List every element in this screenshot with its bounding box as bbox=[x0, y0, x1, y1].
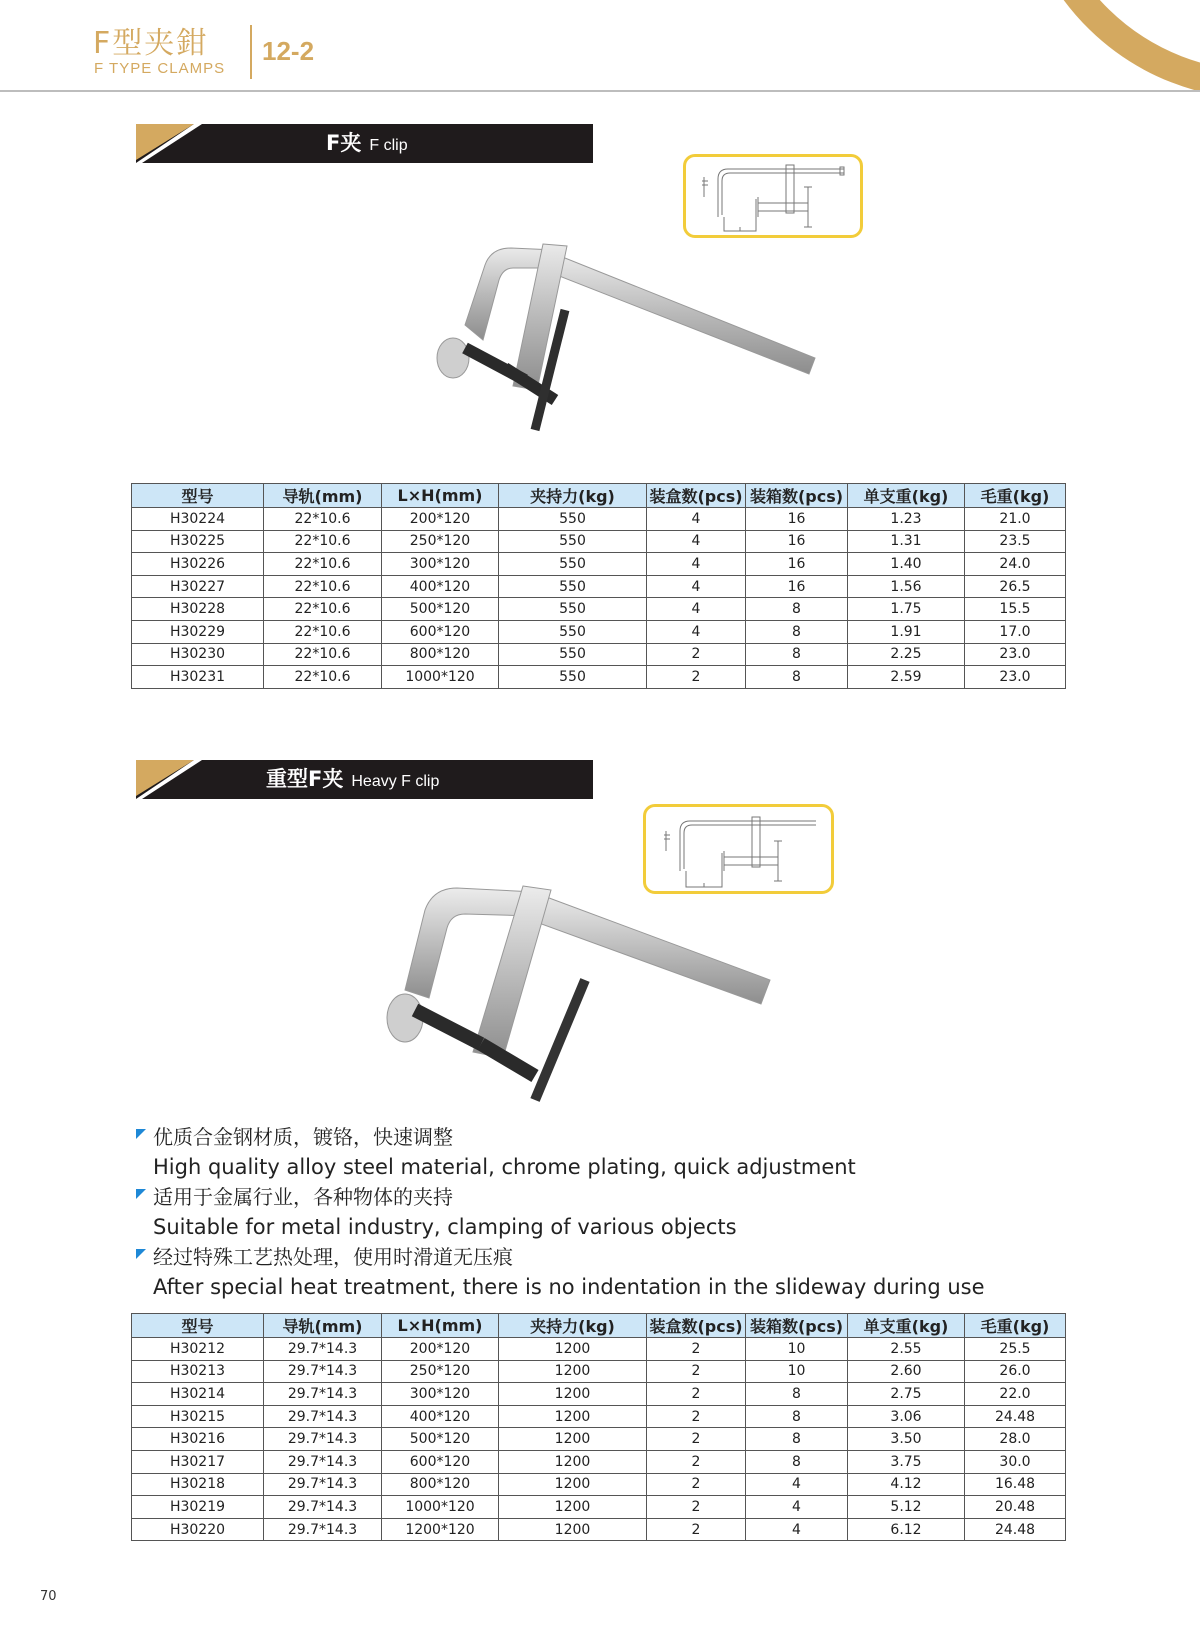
cell-model: H30229 bbox=[132, 620, 264, 643]
table-header-row bbox=[132, 1314, 1066, 1338]
table-row bbox=[132, 575, 1066, 598]
col-header-rail: 导轨(mm) bbox=[264, 1314, 382, 1338]
cell-box-qty: 4 bbox=[647, 508, 746, 531]
cell-gross-weight: 24.48 bbox=[965, 1405, 1066, 1428]
cell-box-qty: 2 bbox=[647, 1450, 746, 1473]
cell-box-qty: 2 bbox=[647, 1518, 746, 1541]
cell-unit-weight: 2.59 bbox=[848, 666, 965, 689]
cell-model: H30220 bbox=[132, 1518, 264, 1541]
cell-model: H30225 bbox=[132, 530, 264, 553]
cell-rail: 29.7*14.3 bbox=[264, 1518, 382, 1541]
cell-size: 1200*120 bbox=[382, 1518, 499, 1541]
cell-unit-weight: 5.12 bbox=[848, 1496, 965, 1519]
cell-carton-qty: 4 bbox=[746, 1496, 848, 1519]
cell-size: 800*120 bbox=[382, 1473, 499, 1496]
col-header-clamp-force: 夹持力(kg) bbox=[499, 484, 647, 508]
table-row bbox=[132, 598, 1066, 621]
banner-title-en: Heavy F clip bbox=[351, 773, 440, 790]
cell-rail: 29.7*14.3 bbox=[264, 1496, 382, 1519]
cell-carton-qty: 8 bbox=[746, 643, 848, 666]
table-row bbox=[132, 1405, 1066, 1428]
cell-unit-weight: 2.75 bbox=[848, 1383, 965, 1406]
cell-carton-qty: 8 bbox=[746, 1428, 848, 1451]
table-row bbox=[132, 1360, 1066, 1383]
cell-unit-weight: 2.25 bbox=[848, 643, 965, 666]
cell-clamp-force: 550 bbox=[499, 643, 647, 666]
heavy-f-clamp-illustration bbox=[385, 880, 835, 1105]
feature-en: High quality alloy steel material, chrome plating, quick adjustment bbox=[153, 1155, 856, 1179]
header-divider bbox=[0, 90, 1200, 92]
table-row bbox=[132, 1518, 1066, 1541]
feature-cn: 适用于金属行业，各种物体的夹持 bbox=[153, 1185, 453, 1209]
banner-title-cn: 重型F夹 bbox=[266, 767, 344, 791]
cell-unit-weight: 3.75 bbox=[848, 1450, 965, 1473]
cell-rail: 29.7*14.3 bbox=[264, 1450, 382, 1473]
cell-gross-weight: 26.0 bbox=[965, 1360, 1066, 1383]
col-header-box-qty: 装盒数(pcs) bbox=[647, 1314, 746, 1338]
cell-gross-weight: 20.48 bbox=[965, 1496, 1066, 1519]
cell-clamp-force: 550 bbox=[499, 508, 647, 531]
cell-size: 400*120 bbox=[382, 575, 499, 598]
col-header-clamp-force: 夹持力(kg) bbox=[499, 1314, 647, 1338]
cell-size: 250*120 bbox=[382, 1360, 499, 1383]
cell-gross-weight: 17.0 bbox=[965, 620, 1066, 643]
cell-carton-qty: 4 bbox=[746, 1473, 848, 1496]
feature-cn: 优质合金钢材质，镀铬，快速调整 bbox=[153, 1125, 453, 1149]
product-photo-f-clip bbox=[425, 240, 865, 435]
cell-size: 1000*120 bbox=[382, 1496, 499, 1519]
col-header-box-qty: 装盒数(pcs) bbox=[647, 484, 746, 508]
cell-carton-qty: 16 bbox=[746, 575, 848, 598]
cell-carton-qty: 8 bbox=[746, 666, 848, 689]
cell-box-qty: 2 bbox=[647, 1360, 746, 1383]
table-row bbox=[132, 1383, 1066, 1406]
cell-rail: 22*10.6 bbox=[264, 666, 382, 689]
cell-rail: 29.7*14.3 bbox=[264, 1428, 382, 1451]
cell-rail: 22*10.6 bbox=[264, 530, 382, 553]
dimension-diagram-f-clip bbox=[683, 154, 863, 238]
cell-box-qty: 2 bbox=[647, 1338, 746, 1361]
cell-unit-weight: 3.06 bbox=[848, 1405, 965, 1428]
cell-model: H30231 bbox=[132, 666, 264, 689]
cell-rail: 22*10.6 bbox=[264, 643, 382, 666]
product-photo-heavy-f-clip bbox=[385, 880, 835, 1105]
feature-item bbox=[136, 1182, 1036, 1242]
cell-rail: 22*10.6 bbox=[264, 598, 382, 621]
cell-box-qty: 2 bbox=[647, 1383, 746, 1406]
cell-carton-qty: 16 bbox=[746, 530, 848, 553]
cell-gross-weight: 25.5 bbox=[965, 1338, 1066, 1361]
feature-en: After special heat treatment, there is no indentation in the slideway during use bbox=[153, 1275, 985, 1299]
cell-box-qty: 4 bbox=[647, 530, 746, 553]
cell-gross-weight: 23.5 bbox=[965, 530, 1066, 553]
cell-carton-qty: 8 bbox=[746, 620, 848, 643]
cell-size: 300*120 bbox=[382, 1383, 499, 1406]
cell-gross-weight: 21.0 bbox=[965, 508, 1066, 531]
cell-rail: 22*10.6 bbox=[264, 620, 382, 643]
cell-unit-weight: 2.60 bbox=[848, 1360, 965, 1383]
col-header-unit-weight: 单支重(kg) bbox=[848, 484, 965, 508]
cell-size: 200*120 bbox=[382, 1338, 499, 1361]
bullet-triangle-icon bbox=[136, 1189, 146, 1199]
feature-en: Suitable for metal industry, clamping of various objects bbox=[153, 1215, 737, 1239]
cell-gross-weight: 16.48 bbox=[965, 1473, 1066, 1496]
clamp-diagram-icon bbox=[686, 157, 860, 235]
cell-size: 500*120 bbox=[382, 598, 499, 621]
bullet-triangle-icon bbox=[136, 1249, 146, 1259]
bullet-triangle-icon bbox=[136, 1129, 146, 1139]
feature-item bbox=[136, 1242, 1036, 1302]
col-header-gross-weight: 毛重(kg) bbox=[965, 484, 1066, 508]
cell-clamp-force: 550 bbox=[499, 553, 647, 576]
spec-table-f-clip bbox=[131, 483, 1066, 689]
page-title-cn: F型夹鉗 bbox=[93, 26, 209, 61]
section-banner-heavy-f-clip bbox=[136, 760, 593, 799]
cell-clamp-force: 1200 bbox=[499, 1518, 647, 1541]
cell-rail: 29.7*14.3 bbox=[264, 1405, 382, 1428]
cell-box-qty: 2 bbox=[647, 1405, 746, 1428]
cell-carton-qty: 8 bbox=[746, 1405, 848, 1428]
cell-unit-weight: 1.75 bbox=[848, 598, 965, 621]
decorative-gold-arc bbox=[1000, 0, 1200, 90]
cell-unit-weight: 1.23 bbox=[848, 508, 965, 531]
cell-rail: 29.7*14.3 bbox=[264, 1473, 382, 1496]
cell-model: H30214 bbox=[132, 1383, 264, 1406]
table-row bbox=[132, 666, 1066, 689]
cell-unit-weight: 1.40 bbox=[848, 553, 965, 576]
section-banner-f-clip bbox=[136, 124, 593, 163]
cell-size: 200*120 bbox=[382, 508, 499, 531]
cell-rail: 29.7*14.3 bbox=[264, 1383, 382, 1406]
feature-list bbox=[136, 1122, 1036, 1302]
cell-gross-weight: 30.0 bbox=[965, 1450, 1066, 1473]
banner-title-en: F clip bbox=[369, 137, 408, 154]
cell-rail: 22*10.6 bbox=[264, 553, 382, 576]
col-header-size: L×H(mm) bbox=[382, 484, 499, 508]
cell-box-qty: 2 bbox=[647, 1496, 746, 1519]
cell-rail: 29.7*14.3 bbox=[264, 1338, 382, 1361]
table-row bbox=[132, 620, 1066, 643]
table-row bbox=[132, 1428, 1066, 1451]
cell-unit-weight: 6.12 bbox=[848, 1518, 965, 1541]
cell-gross-weight: 22.0 bbox=[965, 1383, 1066, 1406]
title-divider bbox=[250, 25, 252, 79]
cell-carton-qty: 8 bbox=[746, 1383, 848, 1406]
cell-clamp-force: 550 bbox=[499, 530, 647, 553]
cell-size: 250*120 bbox=[382, 530, 499, 553]
table-row bbox=[132, 1450, 1066, 1473]
cell-model: H30216 bbox=[132, 1428, 264, 1451]
cell-gross-weight: 24.48 bbox=[965, 1518, 1066, 1541]
table-row bbox=[132, 643, 1066, 666]
cell-model: H30227 bbox=[132, 575, 264, 598]
cell-size: 600*120 bbox=[382, 1450, 499, 1473]
cell-unit-weight: 4.12 bbox=[848, 1473, 965, 1496]
cell-rail: 22*10.6 bbox=[264, 575, 382, 598]
cell-size: 800*120 bbox=[382, 643, 499, 666]
cell-box-qty: 2 bbox=[647, 643, 746, 666]
col-header-model: 型号 bbox=[132, 484, 264, 508]
table-header-row bbox=[132, 484, 1066, 508]
cell-model: H30213 bbox=[132, 1360, 264, 1383]
cell-model: H30230 bbox=[132, 643, 264, 666]
cell-model: H30219 bbox=[132, 1496, 264, 1519]
cell-size: 1000*120 bbox=[382, 666, 499, 689]
cell-model: H30228 bbox=[132, 598, 264, 621]
cell-box-qty: 4 bbox=[647, 598, 746, 621]
cell-clamp-force: 1200 bbox=[499, 1360, 647, 1383]
cell-model: H30218 bbox=[132, 1473, 264, 1496]
cell-size: 400*120 bbox=[382, 1405, 499, 1428]
col-header-size: L×H(mm) bbox=[382, 1314, 499, 1338]
feature-cn: 经过特殊工艺热处理，使用时滑道无压痕 bbox=[153, 1245, 513, 1269]
col-header-rail: 导轨(mm) bbox=[264, 484, 382, 508]
table-row bbox=[132, 530, 1066, 553]
cell-model: H30215 bbox=[132, 1405, 264, 1428]
cell-clamp-force: 1200 bbox=[499, 1428, 647, 1451]
col-header-model: 型号 bbox=[132, 1314, 264, 1338]
cell-gross-weight: 23.0 bbox=[965, 643, 1066, 666]
spec-table-heavy-f-clip bbox=[131, 1313, 1066, 1541]
cell-rail: 29.7*14.3 bbox=[264, 1360, 382, 1383]
cell-box-qty: 4 bbox=[647, 620, 746, 643]
cell-gross-weight: 26.5 bbox=[965, 575, 1066, 598]
cell-carton-qty: 4 bbox=[746, 1518, 848, 1541]
cell-model: H30217 bbox=[132, 1450, 264, 1473]
cell-gross-weight: 24.0 bbox=[965, 553, 1066, 576]
cell-size: 600*120 bbox=[382, 620, 499, 643]
cell-rail: 22*10.6 bbox=[264, 508, 382, 531]
col-header-carton-qty: 装箱数(pcs) bbox=[746, 484, 848, 508]
cell-carton-qty: 16 bbox=[746, 553, 848, 576]
cell-box-qty: 2 bbox=[647, 1428, 746, 1451]
cell-model: H30224 bbox=[132, 508, 264, 531]
cell-model: H30212 bbox=[132, 1338, 264, 1361]
cell-gross-weight: 15.5 bbox=[965, 598, 1066, 621]
table-row bbox=[132, 1473, 1066, 1496]
cell-carton-qty: 10 bbox=[746, 1360, 848, 1383]
table-row bbox=[132, 1338, 1066, 1361]
cell-gross-weight: 23.0 bbox=[965, 666, 1066, 689]
cell-clamp-force: 550 bbox=[499, 666, 647, 689]
cell-clamp-force: 1200 bbox=[499, 1473, 647, 1496]
f-clamp-illustration bbox=[425, 240, 865, 435]
cell-clamp-force: 1200 bbox=[499, 1405, 647, 1428]
cell-unit-weight: 3.50 bbox=[848, 1428, 965, 1451]
cell-carton-qty: 16 bbox=[746, 508, 848, 531]
cell-unit-weight: 1.91 bbox=[848, 620, 965, 643]
cell-clamp-force: 550 bbox=[499, 598, 647, 621]
col-header-gross-weight: 毛重(kg) bbox=[965, 1314, 1066, 1338]
cell-clamp-force: 1200 bbox=[499, 1338, 647, 1361]
page-title-en: F TYPE CLAMPS bbox=[94, 60, 226, 77]
page-number: 70 bbox=[40, 1589, 57, 1604]
clamp-diagram-icon bbox=[646, 807, 831, 891]
table-row bbox=[132, 1496, 1066, 1519]
cell-carton-qty: 8 bbox=[746, 598, 848, 621]
banner-title-cn: F夹 bbox=[326, 131, 362, 155]
col-header-unit-weight: 单支重(kg) bbox=[848, 1314, 965, 1338]
cell-gross-weight: 28.0 bbox=[965, 1428, 1066, 1451]
table-row bbox=[132, 508, 1066, 531]
col-header-carton-qty: 装箱数(pcs) bbox=[746, 1314, 848, 1338]
feature-item bbox=[136, 1122, 1036, 1182]
cell-carton-qty: 10 bbox=[746, 1338, 848, 1361]
cell-box-qty: 4 bbox=[647, 575, 746, 598]
cell-clamp-force: 550 bbox=[499, 620, 647, 643]
cell-size: 300*120 bbox=[382, 553, 499, 576]
cell-unit-weight: 2.55 bbox=[848, 1338, 965, 1361]
cell-box-qty: 4 bbox=[647, 553, 746, 576]
cell-clamp-force: 1200 bbox=[499, 1496, 647, 1519]
cell-model: H30226 bbox=[132, 553, 264, 576]
cell-box-qty: 2 bbox=[647, 1473, 746, 1496]
table-row bbox=[132, 553, 1066, 576]
cell-clamp-force: 1200 bbox=[499, 1450, 647, 1473]
cell-carton-qty: 8 bbox=[746, 1450, 848, 1473]
section-number: 12-2 bbox=[262, 36, 315, 66]
cell-size: 500*120 bbox=[382, 1428, 499, 1451]
cell-clamp-force: 1200 bbox=[499, 1383, 647, 1406]
cell-box-qty: 2 bbox=[647, 666, 746, 689]
cell-clamp-force: 550 bbox=[499, 575, 647, 598]
cell-unit-weight: 1.31 bbox=[848, 530, 965, 553]
cell-unit-weight: 1.56 bbox=[848, 575, 965, 598]
